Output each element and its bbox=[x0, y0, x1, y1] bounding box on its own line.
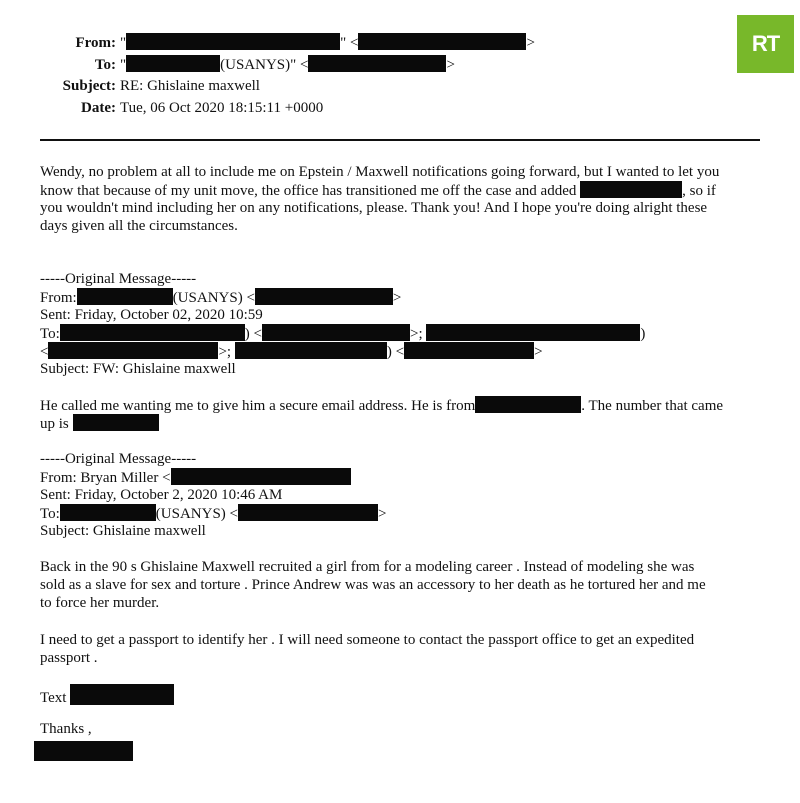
msg2-from-text: From: Bryan Miller < bbox=[40, 470, 171, 486]
header-from-row bbox=[0, 33, 535, 52]
message-divider: -----Original Message----- bbox=[40, 271, 197, 287]
msg2-paragraph-1 bbox=[40, 558, 770, 612]
reply-line bbox=[40, 181, 770, 199]
redaction bbox=[580, 181, 682, 198]
redaction bbox=[255, 288, 393, 305]
msg2-body-line: Back in the 90 s Ghislaine Maxwell recruited a girl from for a modeling career . Instead of modeling she was bbox=[40, 559, 695, 575]
msg2-body-line: passport . bbox=[40, 650, 98, 666]
reply-line: Wendy, no problem at all to include me on Epstein / Maxwell notifications going forward, but I wanted to let you bbox=[40, 164, 720, 180]
msg1-from bbox=[40, 288, 770, 306]
from-close: " < bbox=[340, 35, 359, 51]
rt-logo-text: RT bbox=[751, 31, 780, 56]
msg1-to-text: > bbox=[534, 344, 543, 360]
text-label: Text bbox=[40, 690, 67, 706]
msg2-body-line: to force her murder. bbox=[40, 595, 160, 611]
header-divider bbox=[40, 139, 760, 141]
redaction bbox=[60, 504, 156, 521]
message-divider: -----Original Message----- bbox=[40, 451, 197, 467]
redaction bbox=[262, 324, 410, 341]
msg2-to-label: To: bbox=[40, 506, 60, 522]
redaction bbox=[126, 55, 220, 72]
original-message-2 bbox=[40, 450, 770, 540]
msg2-signoff bbox=[40, 720, 770, 738]
msg1-to-text: ) < bbox=[244, 326, 263, 342]
rt-logo bbox=[737, 15, 794, 73]
msg2-subject: Subject: Ghislaine maxwell bbox=[40, 523, 206, 539]
msg1-to-label: To: bbox=[40, 326, 60, 342]
redaction bbox=[475, 396, 581, 413]
redaction bbox=[235, 342, 387, 359]
msg1-to-text: >; bbox=[218, 344, 232, 360]
msg2-body-line: sold as a slave for sex and torture . Prince Andrew was was an accessory to her death as he tortured her and me bbox=[40, 577, 706, 593]
redaction bbox=[48, 342, 218, 359]
from-end: > bbox=[526, 35, 535, 51]
reply-body bbox=[40, 163, 770, 235]
to-quote: " bbox=[120, 57, 127, 73]
header-subject-row bbox=[0, 77, 260, 95]
date-label: Date: bbox=[81, 100, 116, 116]
msg2-to bbox=[40, 504, 770, 522]
redaction bbox=[60, 324, 245, 341]
msg1-to-text: ) < bbox=[386, 344, 405, 360]
header-date-row bbox=[0, 99, 323, 117]
msg2-from bbox=[40, 468, 770, 486]
redaction bbox=[308, 55, 446, 72]
redaction bbox=[70, 684, 174, 705]
redaction bbox=[77, 288, 173, 305]
original-message-1 bbox=[40, 270, 770, 432]
msg1-body-text: He called me wanting me to give him a secure email address. He is from bbox=[40, 398, 476, 414]
signature-redaction bbox=[34, 741, 133, 761]
msg2-sent: Sent: Friday, October 2, 2020 10:46 AM bbox=[40, 487, 283, 503]
reply-line: you wouldn't mind including her on any notifications, please. Thank you! And I hope you're doing alright these bbox=[40, 200, 708, 216]
msg2-to-mid: (USANYS) < bbox=[155, 506, 239, 522]
redaction bbox=[238, 504, 378, 521]
to-end: > bbox=[446, 57, 455, 73]
redaction bbox=[73, 414, 159, 431]
msg1-body-text: up is bbox=[40, 416, 69, 432]
reply-line: days given all the circumstances. bbox=[40, 218, 238, 234]
msg1-subject: Subject: FW: Ghislaine maxwell bbox=[40, 361, 236, 377]
from-quote: " bbox=[120, 35, 127, 51]
header-to-row bbox=[0, 55, 455, 74]
redaction bbox=[358, 33, 526, 50]
to-mid: (USANYS)" < bbox=[220, 57, 309, 73]
reply-text: know that because of my unit move, the office has transitioned me off the case and added bbox=[40, 183, 577, 199]
redaction bbox=[171, 468, 351, 485]
msg2-to-end: > bbox=[378, 506, 387, 522]
redaction bbox=[426, 324, 640, 341]
msg1-from-label: From: bbox=[40, 290, 77, 306]
msg1-to-text: >; bbox=[410, 326, 423, 342]
msg2-text-line bbox=[40, 684, 770, 706]
from-label: From: bbox=[75, 35, 116, 51]
thanks-text: Thanks , bbox=[40, 721, 92, 737]
msg1-to-text: ) bbox=[640, 326, 646, 342]
reply-text: , so if bbox=[682, 183, 716, 199]
msg1-body-line bbox=[40, 396, 770, 414]
msg1-body-line bbox=[40, 414, 770, 432]
msg1-from-mid: (USANYS) < bbox=[172, 290, 255, 306]
msg1-to-cont bbox=[40, 342, 770, 360]
subject-value: RE: Ghislaine maxwell bbox=[120, 78, 260, 94]
msg1-to-text: < bbox=[40, 344, 49, 360]
text-row bbox=[40, 684, 770, 706]
redaction bbox=[404, 342, 534, 359]
msg2-body-line: I need to get a passport to identify her . I will need someone to contact the passport office to get an expedited bbox=[40, 632, 695, 648]
redaction bbox=[126, 33, 340, 50]
msg1-to bbox=[40, 324, 770, 342]
msg2-paragraph-2 bbox=[40, 631, 770, 667]
subject-label: Subject: bbox=[62, 78, 116, 94]
to-label: To: bbox=[94, 57, 116, 73]
date-value: Tue, 06 Oct 2020 18:15:11 +0000 bbox=[120, 100, 324, 116]
msg1-body-text: . The number that came bbox=[581, 398, 724, 414]
msg1-sent: Sent: Friday, October 02, 2020 10:59 bbox=[40, 307, 263, 323]
spacer bbox=[40, 378, 770, 396]
msg1-from-end: > bbox=[392, 290, 402, 306]
